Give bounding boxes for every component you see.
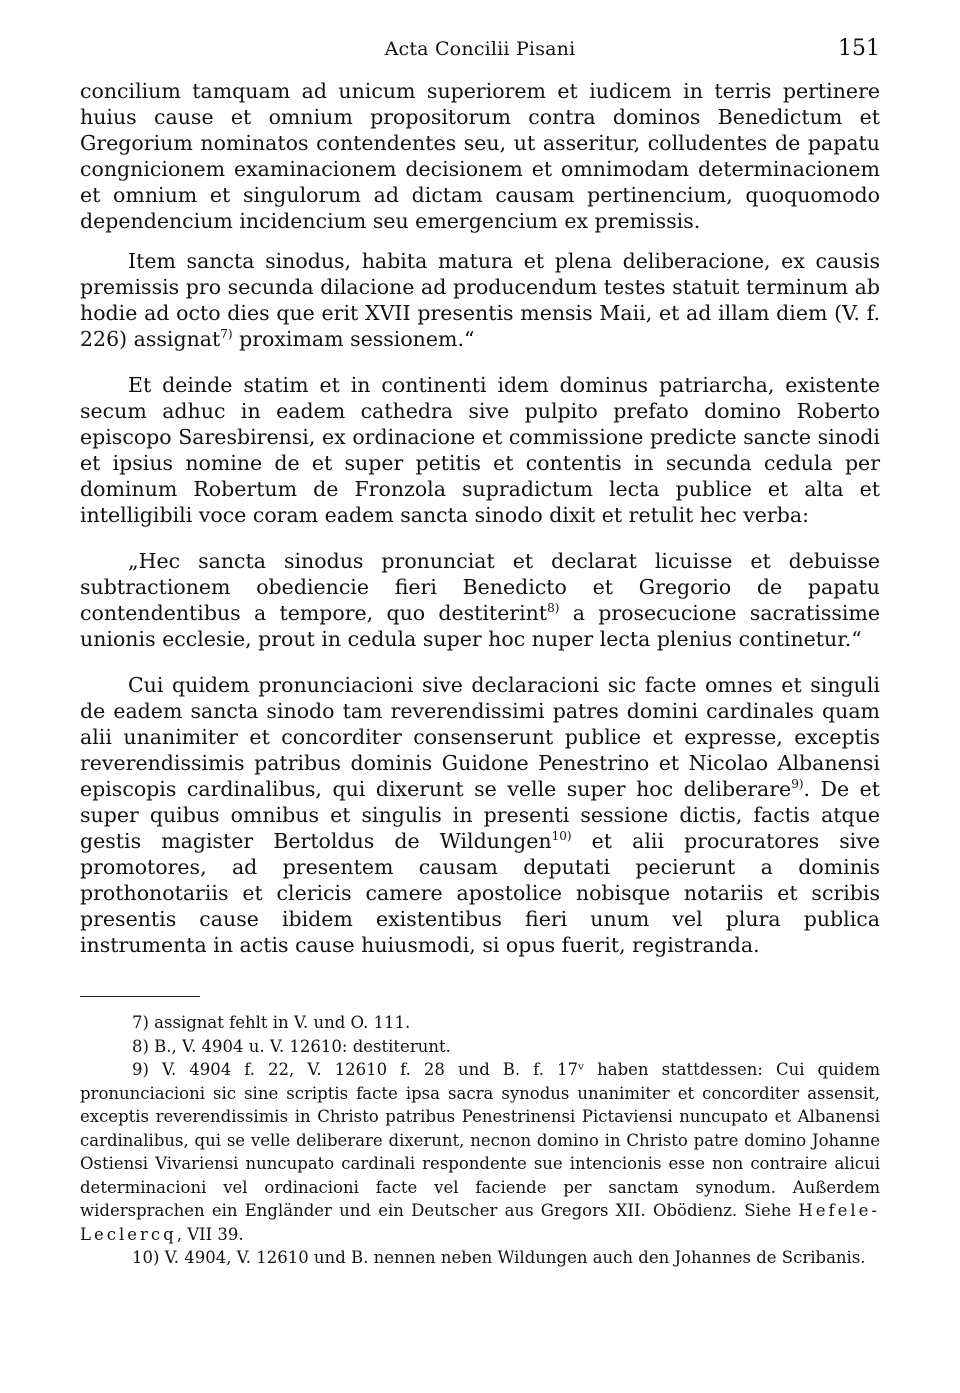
footnotes xyxy=(80,1011,880,1270)
footnote-9 xyxy=(80,1058,880,1246)
quoted-pronouncement xyxy=(80,548,880,652)
footnote-9-author: Hefele-Leclercq xyxy=(80,1201,880,1244)
paragraph-2 xyxy=(80,248,880,352)
paragraph-1: concilium tamquam ad unicum superiorem et iudicem in terris pertinere huius cause et omnium propositorum contra dominos Benedictum et Gregorium nominatos contendentes seu, ut asseritur, colludentes de papatu congnicionem examinacionem decisionem et omnimodam determinacionem et omnium et singulorum ad dictam causam pertinencium, quoquomodo dependencium incidencium seu emergencium ex premissis. xyxy=(80,79,880,233)
footnote-10: 10) V. 4904, V. 12610 und B. nennen neben Wildungen auch den Johannes de Scribanis. xyxy=(132,1248,866,1267)
paragraph-4-text-a: Cui quidem pronunciacioni sive declaracioni sic facte omnes et singuli de eadem sancta sinodo tam reverendissimi patres domini cardinales quam alii unanimiter et concorditer consenserunt publice et expresse, exceptis reverendissimis patribus dominis Guidone Penestrino et Nicolao Albanensi episcopis cardinalibus, qui dixerunt se velle super hoc deliberare xyxy=(80,673,880,801)
paragraph-4 xyxy=(80,672,880,958)
footnote-divider xyxy=(80,996,200,997)
page-number: 151 xyxy=(838,36,880,61)
document-page xyxy=(80,36,880,1270)
paragraph-2-text-a: Item sancta sinodus, habita matura et plena deliberacione, ex causis premissis pro secunda dilacione ad producendum testes statuit terminum ab hodie ad octo dies que erit XVII presentis mensis Maii, et ad illam diem (V. f. 226) assignat xyxy=(80,249,880,351)
footnote-ref-8: 8) xyxy=(547,601,560,616)
footnote-9-text-a: 9) V. 4904 f. 22, V. 12610 f. 28 und B. f. 17ᵛ haben stattdessen: Cui quidem pronunciacioni sic sine scriptis facte ipsa sacra synodus unanimiter et concorditer assensit, exceptis reverendissimis in Christo patribus Penestrinensi Pictaviensi nuncupato et Albanensi cardinalibus, qui se velle deliberare dixerunt, necnon domino in Christo patre domino Johanne Ostiensi Vivariensi nuncupato cardinali respondente sue intencionis esse non contraire alicui determinacioni vel ordinacioni facte vel faciende per sanctam synodum. Außerdem widersprachen ein Engländer und ein Deutscher aus Gregors XII. Obödienz. Siehe xyxy=(80,1060,880,1220)
footnote-ref-9: 9) xyxy=(791,777,804,792)
footnote-ref-7: 7) xyxy=(220,327,233,342)
page-header xyxy=(80,36,880,70)
footnote-8: 8) B., V. 4904 u. V. 12610: destiterunt. xyxy=(132,1036,451,1056)
footnote-ref-10: 10) xyxy=(551,829,572,844)
paragraph-2-text-b: proximam sessionem.“ xyxy=(232,327,475,351)
paragraph-4-text-c: et alii procuratores sive promotores, ad presentem causam deputati pecierunt a dominis prothonotariis et clericis camere apostolice nobisque notariis et scribis presentis cause ibidem existentibus fieri unum vel plura publica instrumenta in actis cause huiusmodi, si opus fuerit, registranda. xyxy=(80,829,880,957)
running-title: Acta Concilii Pisani xyxy=(384,38,576,60)
footnote-9-text-b: , VII 39. xyxy=(176,1224,244,1244)
quote-text-b: a prosecucione sacratissime unionis ecclesie, prout in cedula super hoc nuper lecta plenius continetur.“ xyxy=(80,601,881,651)
paragraph-4-text-b: . De et super quibus omnibus et singulis in presenti sessione dictis, factis atque gestis magister Bertoldus de Wildungen xyxy=(80,777,880,853)
quote-text-a: „Hec sancta sinodus pronunciat et declarat licuisse et debuisse subtractionem obediencie fieri Benedicto et Gregorio de papatu contendentibus a tempore, quo destiterint xyxy=(80,549,880,625)
paragraph-3: Et deinde statim et in continenti idem dominus patriarcha, existente secum adhuc in eadem cathedra sive pulpito prefato domino Roberto episcopo Saresbirensi, ex ordinacione et commissione predicte sancte sinodi et ipsius nomine de et super petitis et contentis in secunda cedula per dominum Robertum de Fronzola supradictum lecta publice et alta et intelligibili voce coram eadem sancta sinodo dixit et retulit hec verba: xyxy=(80,373,880,527)
footnote-7: 7) assignat fehlt in V. und O. 111. xyxy=(132,1013,411,1032)
